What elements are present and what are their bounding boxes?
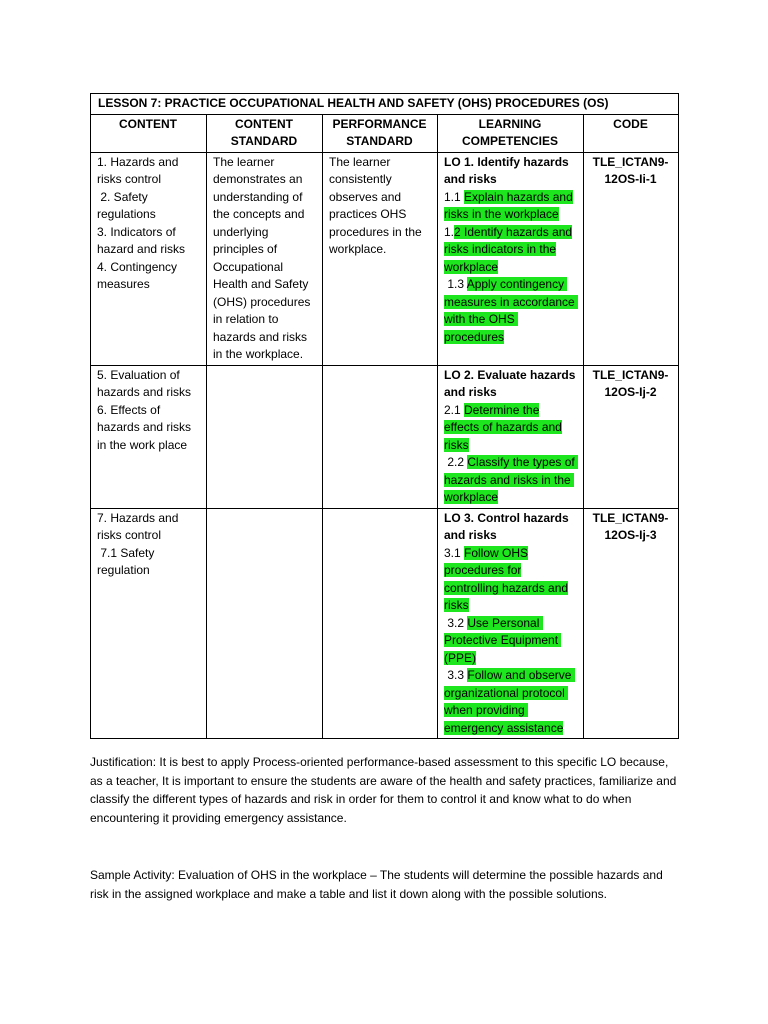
- content-item: 7. Hazards and risks control: [97, 510, 179, 542]
- competency-item: 2.2 Classify the types of hazards and risks in the workplace: [444, 455, 579, 504]
- content-item: 2. Safety regulations: [97, 189, 156, 221]
- header-code: CODE: [584, 114, 679, 152]
- lesson-title: LESSON 7: PRACTICE OCCUPATIONAL HEALTH AND SAFETY (OHS) PROCEDURES (OS): [91, 94, 679, 115]
- competency-item: 3.1 Follow OHS procedures for controlling hazards and risks: [444, 545, 569, 612]
- content-cell: [91, 152, 207, 365]
- code-cell: TLE_ICTAN9-12OS-Ij-3: [584, 508, 679, 739]
- header-content-standard: CONTENT STANDARD: [207, 114, 323, 152]
- content-item: 6. Effects of hazards and risks in the work place: [97, 402, 192, 452]
- content-item: 3. Indicators of hazard and risks: [97, 224, 186, 256]
- performance-standard-cell: [323, 508, 438, 739]
- code-cell: TLE_ICTAN9-12OS-Ij-2: [584, 365, 679, 508]
- competency-item: 3.3 Follow and observe organizational protocol when providing emergency assistance: [444, 668, 575, 735]
- table-row: [91, 508, 679, 739]
- content-standard-cell: [207, 365, 323, 508]
- content-item: 1. Hazards and risks control: [97, 154, 179, 186]
- lo-title: LO 3. Control hazards and risks: [444, 510, 569, 542]
- competency-item: 1.1 Explain hazards and risks in the workplace: [444, 189, 573, 221]
- header-row: [91, 114, 679, 152]
- competency-item: 2.1 Determine the effects of hazards and risks: [444, 402, 562, 452]
- competencies-cell: [438, 508, 584, 739]
- table-row: [91, 365, 679, 508]
- content-standard-cell: The learner demonstrates an understanding of the concepts and underlying principles of Occupational Health and Safety (OHS) procedures in relation to hazards and risks in the workplace.: [207, 152, 323, 365]
- header-learning-competencies: LEARNING COMPETENCIES: [438, 114, 584, 152]
- competency-item: 3.2 Use Personal Protective Equipment (PPE): [444, 615, 562, 665]
- content-cell: [91, 365, 207, 508]
- competency-item: 1.2 Identify hazards and risks indicators in the workplace: [444, 224, 573, 274]
- content-cell: [91, 508, 207, 739]
- performance-standard-cell: [323, 365, 438, 508]
- lesson-title-row: [91, 94, 679, 115]
- performance-standard-cell: The learner consistently observes and practices OHS procedures in the workplace.: [323, 152, 438, 365]
- code-cell: TLE_ICTAN9-12OS-Ii-1: [584, 152, 679, 365]
- competencies-cell: [438, 152, 584, 365]
- justification-paragraph: Justification: It is best to apply Process-oriented performance-based assessment to this specific LO because, as a teacher, It is important to ensure the students are aware of the health and safety practices, familiarize and classify the different types of hazards and risk in order for them to control it and know what to do when encountering it providing emergency assistance.: [90, 755, 677, 825]
- curriculum-table: [90, 93, 679, 739]
- header-performance-standard: PERFORMANCE STANDARD: [323, 114, 438, 152]
- content-item: 5. Evaluation of hazards and risks: [97, 367, 192, 399]
- content-standard-cell: [207, 508, 323, 739]
- lo-title: LO 1. Identify hazards and risks: [444, 154, 569, 186]
- lo-title: LO 2. Evaluate hazards and risks: [444, 367, 576, 399]
- header-content: CONTENT: [91, 114, 207, 152]
- competencies-cell: [438, 365, 584, 508]
- content-item: 4. Contingency measures: [97, 259, 178, 291]
- table-row: [91, 152, 679, 365]
- sample-activity-paragraph: Sample Activity: Evaluation of OHS in the workplace – The students will determine the possible hazards and risk in the assigned workplace and make a table and list it down along with the possible solutions.: [90, 868, 663, 901]
- content-item: 7.1 Safety regulation: [97, 545, 158, 577]
- competency-item: 1.3 Apply contingency measures in accordance with the OHS procedures: [444, 277, 579, 344]
